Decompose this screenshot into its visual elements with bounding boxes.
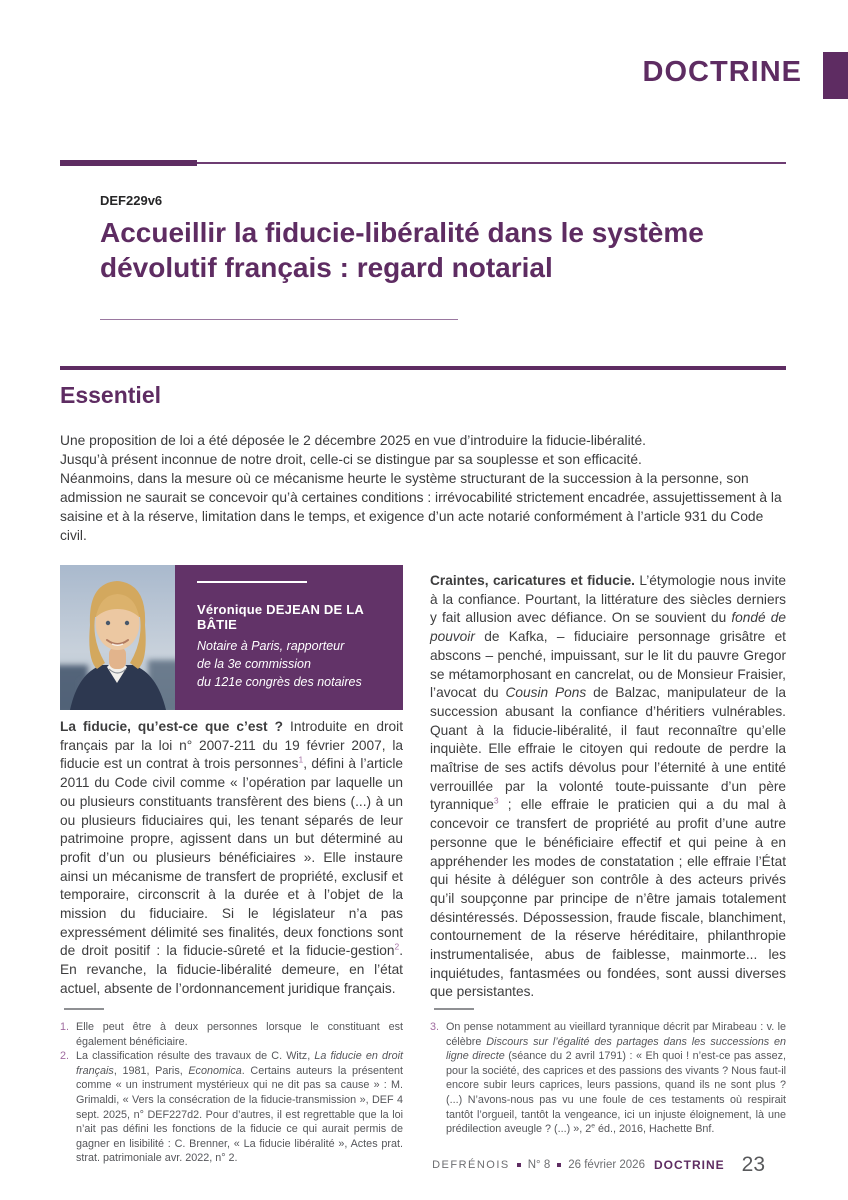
body-column-right bbox=[430, 565, 786, 1002]
author-box-rule bbox=[197, 581, 307, 583]
footnote-separator bbox=[434, 1008, 474, 1010]
footer-section-label: DOCTRINE bbox=[653, 1158, 725, 1172]
body-columns bbox=[60, 565, 786, 1002]
journal-name: DEFRÉNOIS bbox=[432, 1159, 510, 1171]
author-info-box bbox=[175, 565, 403, 710]
footnotes-column-left bbox=[60, 1008, 403, 1166]
title-underline bbox=[100, 319, 458, 320]
body-paragraph-right: Craintes, caricatures et fiducie. L’étymologie nous invite à la confiance. Pourtant, la littérature des siècles derniers y fait allusion avec défiance. On se souvient du fondé de pouvoir de Kafka, – fiduciaire personnage grisâtre et abscons – penché, impuissant, sur le lit du pauvre Gregor se métamorphosant en cancrelat, ou de Monsieur Fraisier, l’avocat du Cousin Pons de Balzac, manipulateur de la succession abusant la confiance d’héritiers vulnérables. Quant à la fiducie-libéralité, il faut reconnaître qu’elle inquiète. Elle effraie le citoyen qui redoute de perdre la maîtrise de ses actifs dévolus pour l’éternité à une entité verrouillée par la volonté toute-puissante d’un père tyrannique$^3$ ; elle effraie le praticien qui a du mal à concevoir ce transfert de propriété au profit d’une autre personne que le bénéficiaire effectif et qui peine à en appréhender les modes de constatation ; elle effraie l’État qui hésite à déléguer son contrôle à des acteurs privés qu’il soupçonne par principe de n’être jamais totalement désintéressés. Dépossession, fraude fiscale, blanchiment, contournement de la réserve héréditaire, philanthropie instrumentalisée, abus de faiblesse, mainmorte... les inquiétudes, fantasmées ou fondées, sont aussi diverses que persistantes. bbox=[430, 573, 786, 1000]
author-role-line: de la 3e commission bbox=[197, 657, 311, 671]
author-role bbox=[197, 637, 389, 691]
essentiel-abstract bbox=[60, 431, 786, 545]
footnote-3 bbox=[430, 1020, 786, 1137]
essentiel-heading: Essentiel bbox=[60, 382, 161, 408]
footnotes bbox=[60, 1008, 786, 1166]
footnote-text: On pense notamment au vieillard tyrannique décrit par Mirabeau : v. le célèbre Discours sur l’égalité des partages dans les successions en ligne directe (séance du 2 avril 1791) : « Eh quoi ! n’est-ce pas assez, pour la société, des caprices et des passions des vivants ? Nous faut-il encore subir leurs caprices, leurs passions, quand ils ne sont plus ? (...) N’avons-nous pas vu une foule de ces testaments où respirait tantôt l’orgueil, tantôt la vengeance, ici un injuste éloignement, là une prédilection aveugle ? (...) », 2e éd., 2016, Hachette Bnf. bbox=[446, 1021, 787, 1136]
author-card bbox=[60, 565, 403, 710]
issue-number: N° 8 bbox=[527, 1159, 551, 1171]
footnote-1 bbox=[60, 1020, 403, 1049]
footnote-number: 3. bbox=[430, 1021, 440, 1033]
footnote-text: Elle peut être à deux personnes lorsque le constituant est également bénéficiaire. bbox=[76, 1021, 403, 1048]
footnote-separator bbox=[64, 1008, 104, 1010]
corner-tab bbox=[823, 52, 848, 99]
section-header: DOCTRINE bbox=[642, 56, 802, 88]
footer-bullet bbox=[557, 1163, 561, 1167]
essentiel-paragraph: Une proposition de loi a été déposée le 2 décembre 2025 en vue d’introduire la fiducie-libéralité. bbox=[60, 433, 646, 448]
author-role-line: Notaire à Paris, rapporteur bbox=[197, 639, 345, 653]
article-title: Accueillir la fiducie-libéralité dans le système dévolutif français : regard notarial bbox=[100, 217, 704, 283]
body-paragraph-left: La fiducie, qu’est-ce que c’est ? Introduite en droit français par la loi n° 2007-211 du 19 février 2007, la fiducie est un contrat à trois personnes$^1$, défini à l’article 2011 du Code civil comme « l’opération par laquelle un ou plusieurs constituants transfèrent des biens (...) à un ou plusieurs fiduciaires qui, les tenant séparés de leur patrimoine propre, agissent dans un but déterminé au profit d’un ou plusieurs bénéficiaires ». Elle instaure ainsi un mécanisme de transfert de propriété, exclusif et temporaire, circonscrit à la durée et à l’objet de la mission du fiduciaire. Si le législateur n’a pas expressément délimité ses finalités, deux fonctions sont de droit positif : la fiducie-sûreté et la fiducie-gestion$^2$. En revanche, la fiducie-libéralité demeure, en l’état actuel, absente de l’ordonnancement juridique français. bbox=[60, 719, 404, 996]
essentiel-paragraph: Jusqu’à présent inconnue de notre droit, celle-ci se distingue par sa souplesse et son efficacité. bbox=[60, 452, 642, 467]
header-rule-thick bbox=[60, 160, 197, 166]
body-column-left bbox=[60, 565, 403, 1002]
issue-date: 26 février 2026 bbox=[568, 1159, 645, 1171]
footnote-2 bbox=[60, 1049, 403, 1166]
footnotes-column-right bbox=[430, 1008, 786, 1166]
footnote-number: 1. bbox=[60, 1021, 70, 1033]
essentiel-rule bbox=[60, 366, 786, 370]
page-footer bbox=[432, 1153, 765, 1177]
footer-bullet bbox=[517, 1163, 521, 1167]
author-role-line: du 121e congrès des notaires bbox=[197, 675, 362, 689]
footnote-text: La classification résulte des travaux de C. Witz, La fiducie en droit français, 1981, Paris, Economica. Certains auteurs la présentent comme « un instrument mystérieux qui ne dit pas sa cause » : M. Grimaldi, « Vers la consécration de la fiducie-transmission », DEF 4 sept. 2025, n° DEF227d2. Pour d’autres, il est regrettable que la loi n’ait pas défini les fonctions de la fiducie ce qui aurait permis de gagner en lisibilité : C. Brenner, « La fiducie libéralité », Actes prat. strat. patrimoniale avr. 2022, n° 2. bbox=[76, 1050, 403, 1165]
footnote-number: 2. bbox=[60, 1050, 70, 1063]
essentiel-paragraph: Néanmoins, dans la mesure où ce mécanisme heurte le système structurant de la succession à la personne, son admission ne saurait se concevoir qu’à certaines conditions : irrévocabilité strictement encadrée, assujettissement à la saisine et à la réserve, limitation dans le temps, et exigence d’un acte notarié conformément à l’article 931 du Code civil. bbox=[60, 471, 782, 543]
page-number: 23 bbox=[741, 1153, 765, 1176]
article-reference: DEF229v6 bbox=[100, 193, 163, 208]
author-photo bbox=[60, 565, 175, 710]
author-name: Véronique DEJEAN DE LA BÂTIE bbox=[197, 602, 364, 632]
header-rule-thin bbox=[197, 162, 786, 164]
header-rule bbox=[60, 160, 786, 166]
